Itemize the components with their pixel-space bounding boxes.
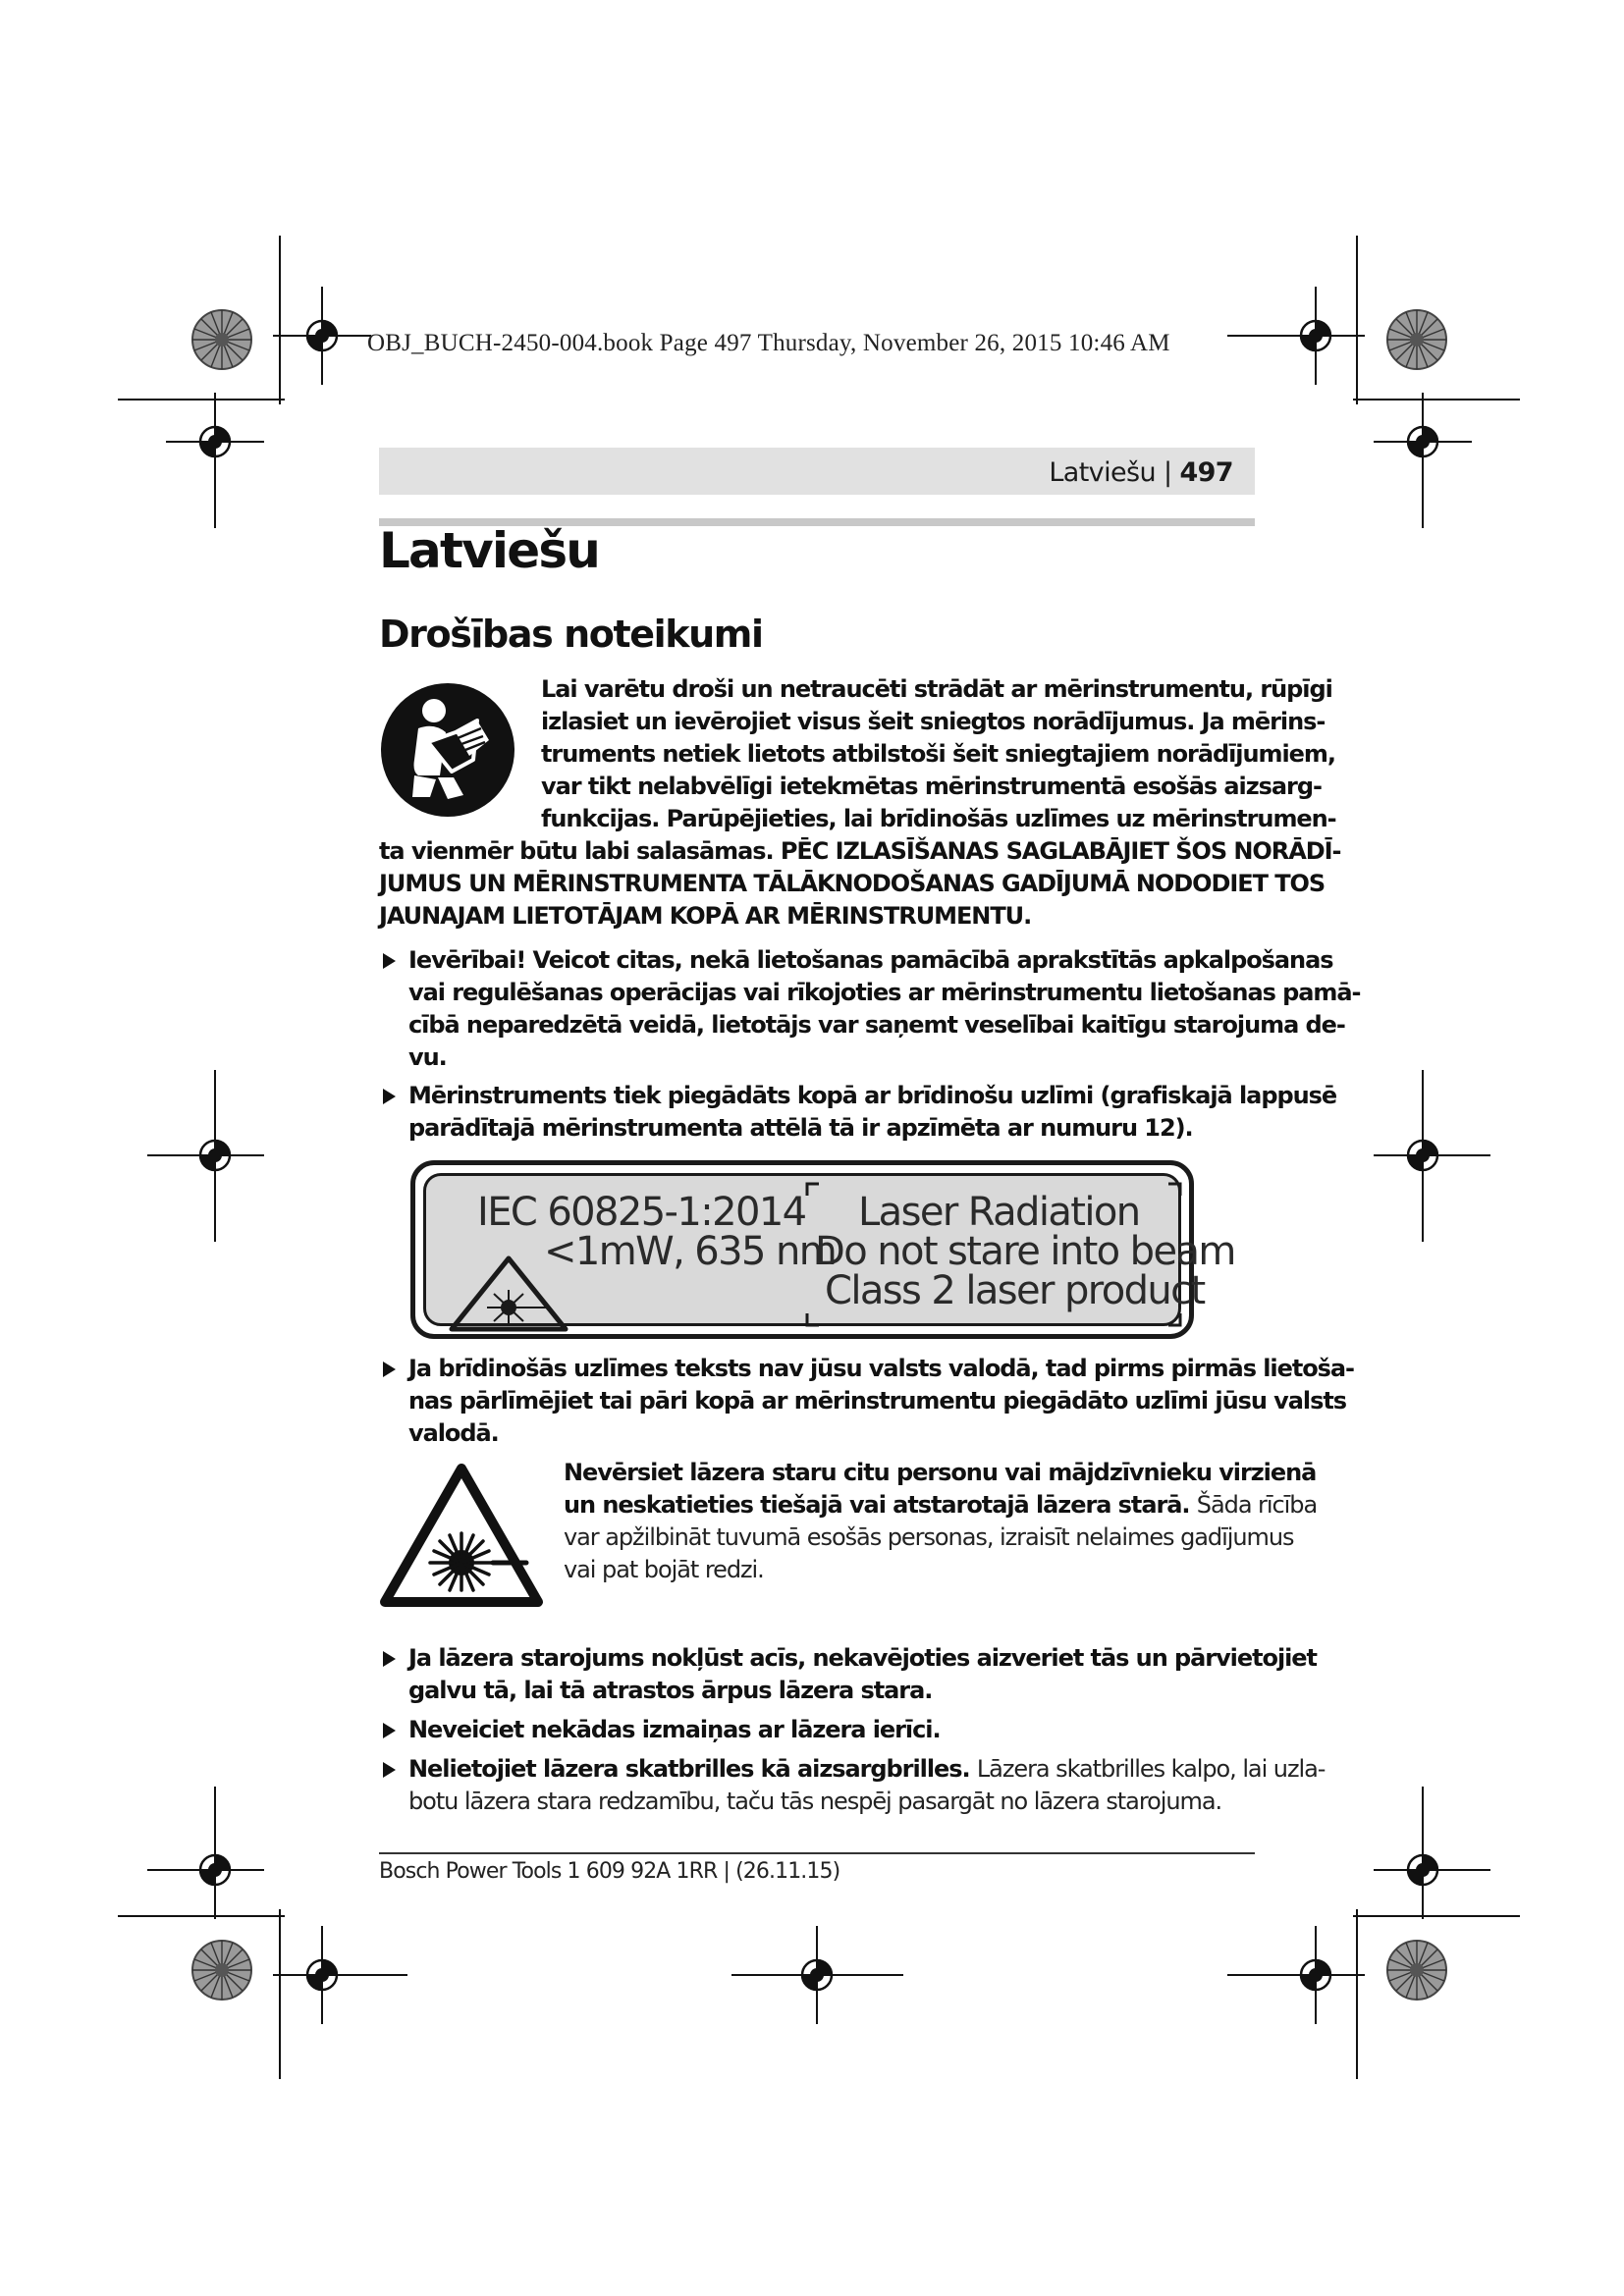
label-laser-radiation: Laser Radiation (858, 1190, 1140, 1235)
bullet-line: Ja brīdinošās uzlīmes teksts nav jūsu valsts valodā, tad pirms pirmās lietoša- (408, 1355, 1354, 1382)
label-class-2: Class 2 laser product (825, 1268, 1205, 1313)
bullet-line: Mērinstruments tiek piegādāts kopā ar brīdinošu uzlīmi (grafiskajā lappusē (408, 1082, 1337, 1109)
bullet-line: vai regulēšanas operācijas vai rīkojoties ar mērinstrumentu lietošanas pamā- (408, 979, 1361, 1006)
laser-warning-text (564, 1457, 1317, 1586)
bullet-line: nas pārlīmējiet tai pāri kopā ar mērinstrumentu piegādāto uzlīmi jūsu valsts (408, 1387, 1346, 1415)
star-mark-top-right (1387, 310, 1446, 369)
bullet-line: parādītajā mērinstrumenta attēlā tā ir apzīmēta ar numuru 12). (408, 1114, 1193, 1142)
bullet-arrow-icon (383, 1362, 396, 1377)
warning-bold-line: Nevērsiet lāzera staru citu personu vai mājdzīvnieku virzienā (564, 1459, 1317, 1486)
bullet-arrow-icon (383, 953, 396, 969)
page-header-band (379, 448, 1255, 495)
bullet-line: valodā. (408, 1419, 499, 1447)
bullet-line: vu. (408, 1043, 447, 1071)
section-title: Drošības noteikumi (379, 613, 763, 656)
bullet-arrow-icon (383, 1651, 396, 1667)
bullet-bold-text: Nelietojiet lāzera skatbrilles kā aizsargbrilles. (408, 1755, 970, 1783)
bullet-regular-text: Lāzera skatbrilles kalpo, lai uzla- (976, 1755, 1326, 1783)
language-title: Latviešu (379, 522, 600, 579)
intro-line: ta vienmēr būtu labi salasāmas. PĒC IZLASĪŠANAS SAGLABĀJIET ŠOS NORĀDĪ- (379, 837, 1341, 865)
header-separator: | (1163, 457, 1172, 488)
label-power: <1mW, 635 nm (544, 1229, 837, 1274)
print-header: OBJ_BUCH-2450-004.book Page 497 Thursday, November 26, 2015 10:46 AM (367, 330, 1170, 356)
label-do-not-stare: Do not stare into beam (815, 1229, 1235, 1274)
bullet-line: galvu tā, lai tā atrastos ārpus lāzera stara. (408, 1677, 933, 1704)
star-mark-bottom-left (192, 1941, 251, 2000)
warning-regular-line: var apžilbināt tuvumā esošās personas, izraisīt nelaimes gadījumus (564, 1523, 1294, 1551)
intro-line: izlasiet un ievērojiet visus šeit sniegtos norādījumus. Ja mērins- (541, 708, 1326, 735)
warning-mixed-line (564, 1489, 1317, 1522)
intro-line: var tikt nelabvēlīgi ietekmētas mērinstrumentā esošās aizsarg- (541, 773, 1322, 800)
bullet-line: Ievērībai! Veicot citas, nekā lietošanas pamācībā aprakstītās apkalpošanas (408, 946, 1333, 974)
registration-mark-top-left (273, 287, 371, 385)
registration-mark-top-right (1267, 287, 1365, 385)
intro-line: funkcijas. Parūpējieties, lai brīdinošās uzlīmes uz mērinstrumen- (541, 805, 1336, 832)
bullet-regular-text: botu lāzera stara redzamību, taču tās nespēj pasargāt no lāzera starojuma. (408, 1788, 1222, 1815)
bullet-arrow-icon (383, 1089, 396, 1104)
header-language: Latviešu (1049, 457, 1156, 488)
star-mark-top-left (192, 310, 251, 369)
page-number: 497 (1179, 457, 1233, 488)
bullet-arrow-icon (383, 1723, 396, 1738)
laser-warning-label (410, 1160, 1235, 1339)
intro-line: JUMUS UN MĒRINSTRUMENTA TĀLĀKNODOŠANAS GADĪJUMĀ NODODIET TOS (379, 870, 1326, 897)
bullet-line: cībā neparedzētā veidā, lietotājs var saņemt veselībai kaitīgu starojuma de- (408, 1011, 1345, 1039)
warning-regular-line: vai pat bojāt redzi. (564, 1556, 764, 1583)
intro-line: truments netiek lietots atbilstoši šeit sniegtajiem norādījumiem, (541, 740, 1335, 768)
warning-regular-tail: Šāda rīcība (1196, 1491, 1318, 1519)
footer-rule (379, 1852, 1255, 1854)
laser-hazard-icon (448, 1255, 569, 1333)
read-manual-icon (379, 681, 516, 819)
intro-line: Lai varētu droši un netraucēti strādāt ar mērinstrumentu, rūpīgi (541, 675, 1332, 703)
bullet-arrow-icon (383, 1762, 396, 1778)
bullet-line: Neveiciet nekādas izmaiņas ar lāzera ierīci. (408, 1716, 941, 1743)
bullet-line: Ja lāzera starojums nokļūst acīs, nekavējoties aizveriet tās un pārvietojiet (408, 1644, 1317, 1672)
star-mark-bottom-right (1387, 1941, 1446, 2000)
intro-line: JAUNAJAM LIETOTĀJAM KOPĀ AR MĒRINSTRUMENTU. (379, 902, 1032, 930)
laser-warning-icon (379, 1463, 544, 1608)
label-standard: IEC 60825-1:2014 (477, 1190, 806, 1235)
laser-label-panel (423, 1173, 1235, 1326)
page-footer: Bosch Power Tools 1 609 92A 1RR | (26.11.15) (379, 1859, 840, 1884)
warning-bold-line: un neskatieties tiešajā vai atstarotajā lāzera starā. (564, 1491, 1190, 1519)
page-header-text (1049, 457, 1233, 488)
